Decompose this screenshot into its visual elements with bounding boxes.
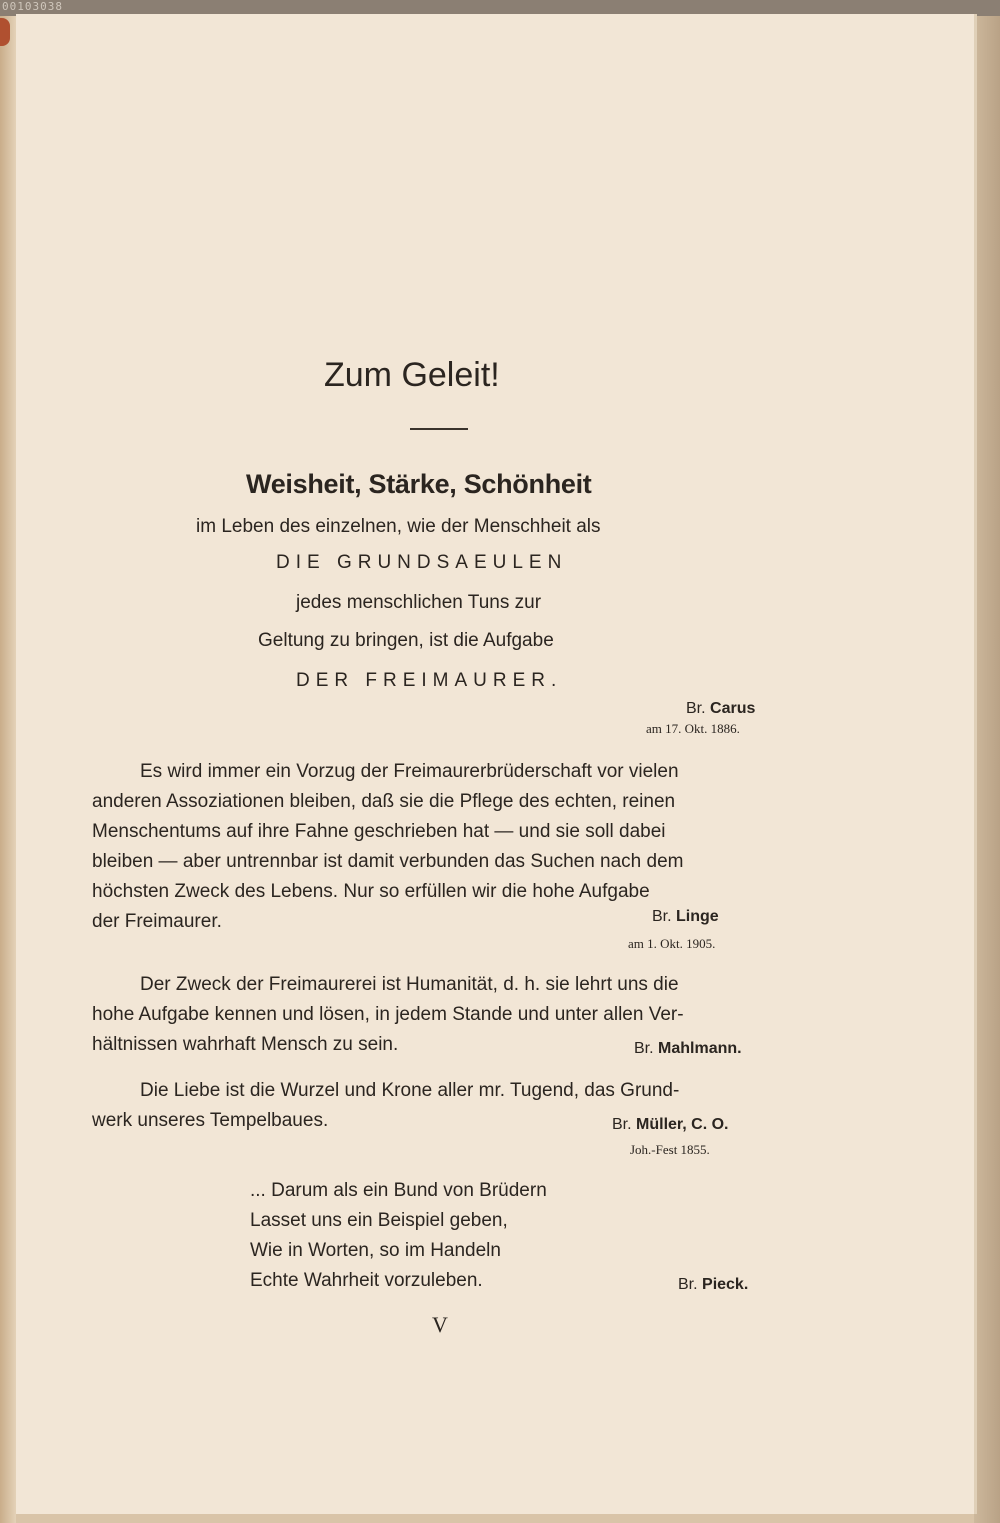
quote-line: der Freimaurer. [92,911,222,932]
motto-heading: Weisheit, Stärke, Schönheit [246,469,592,499]
quote-line: werk unseres Tempelbaues. [92,1110,329,1131]
signature-pieck [678,1276,748,1294]
closing-poem [250,1176,547,1296]
signature-date: Joh.-Fest 1855. [630,1142,710,1157]
page-number: V [432,1312,448,1337]
signature-linge [652,908,719,926]
quote-line: hältnissen wahrhaft Mensch zu sein. [92,1034,399,1055]
signature-name: Linge [676,908,719,925]
motto-line: jedes menschlichen Tuns zur [296,592,542,613]
signature-carus [686,700,755,718]
page-title: Zum Geleit! [324,356,500,394]
quote-line: anderen Assoziationen bleiben, daß sie die Pflege des echten, reinen [92,791,676,812]
signature-prefix: Br. [652,908,672,925]
poem-line: Wie in Worten, so im Handeln [250,1240,501,1261]
scan-code: 00103038 [2,0,63,13]
motto-line: DIE GRUNDSAEULEN [276,552,568,573]
title-divider [410,428,468,430]
signature-name: Pieck. [702,1276,749,1293]
signature-prefix: Br. [686,700,706,717]
motto-line: im Leben des einzelnen, wie der Menschheit als [196,516,601,537]
signature-date: am 17. Okt. 1886. [646,721,740,736]
quote-line: höchsten Zweck des Lebens. Nur so erfüllen wir die hohe Aufgabe [92,881,650,902]
quote-mahlmann [92,970,684,1060]
quote-line: Die Liebe ist die Wurzel und Krone aller mr. Tugend, das Grund- [140,1080,680,1101]
signature-name: Mahlmann. [658,1040,742,1057]
signature-name: Müller, C. O. [636,1116,729,1133]
motto-line: Geltung zu bringen, ist die Aufgabe [258,630,554,651]
poem-line: ... Darum als ein Bund von Brüdern [250,1180,547,1201]
signature-mueller [612,1116,728,1134]
quote-line: Der Zweck der Freimaurerei ist Humanität, d. h. sie lehrt uns die [140,974,679,995]
quote-line: Es wird immer ein Vorzug der Freimaurerbrüderschaft vor vielen [140,761,679,782]
signature-prefix: Br. [634,1040,654,1057]
quote-linge [92,757,684,937]
quote-mueller [92,1076,679,1136]
quote-line: Menschentums auf ihre Fahne geschrieben hat — und sie soll dabei [92,821,666,842]
quote-line: hohe Aufgabe kennen und lösen, in jedem Stande und unter allen Ver- [92,1004,684,1025]
page-left-edge [0,16,16,1523]
signature-prefix: Br. [678,1276,698,1293]
motto-line: DER FREIMAURER. [296,670,563,691]
signature-prefix: Br. [612,1116,632,1133]
signature-name: Carus [710,700,756,717]
poem-line: Lasset uns ein Beispiel geben, [250,1210,508,1231]
page-right-edge [974,16,1000,1523]
quote-line: bleiben — aber untrennbar ist damit verbunden das Suchen nach dem [92,851,684,872]
signature-date: am 1. Okt. 1905. [628,936,716,951]
binding-mark [0,18,10,46]
signature-mahlmann [634,1040,742,1058]
poem-line: Echte Wahrheit vorzuleben. [250,1270,483,1291]
